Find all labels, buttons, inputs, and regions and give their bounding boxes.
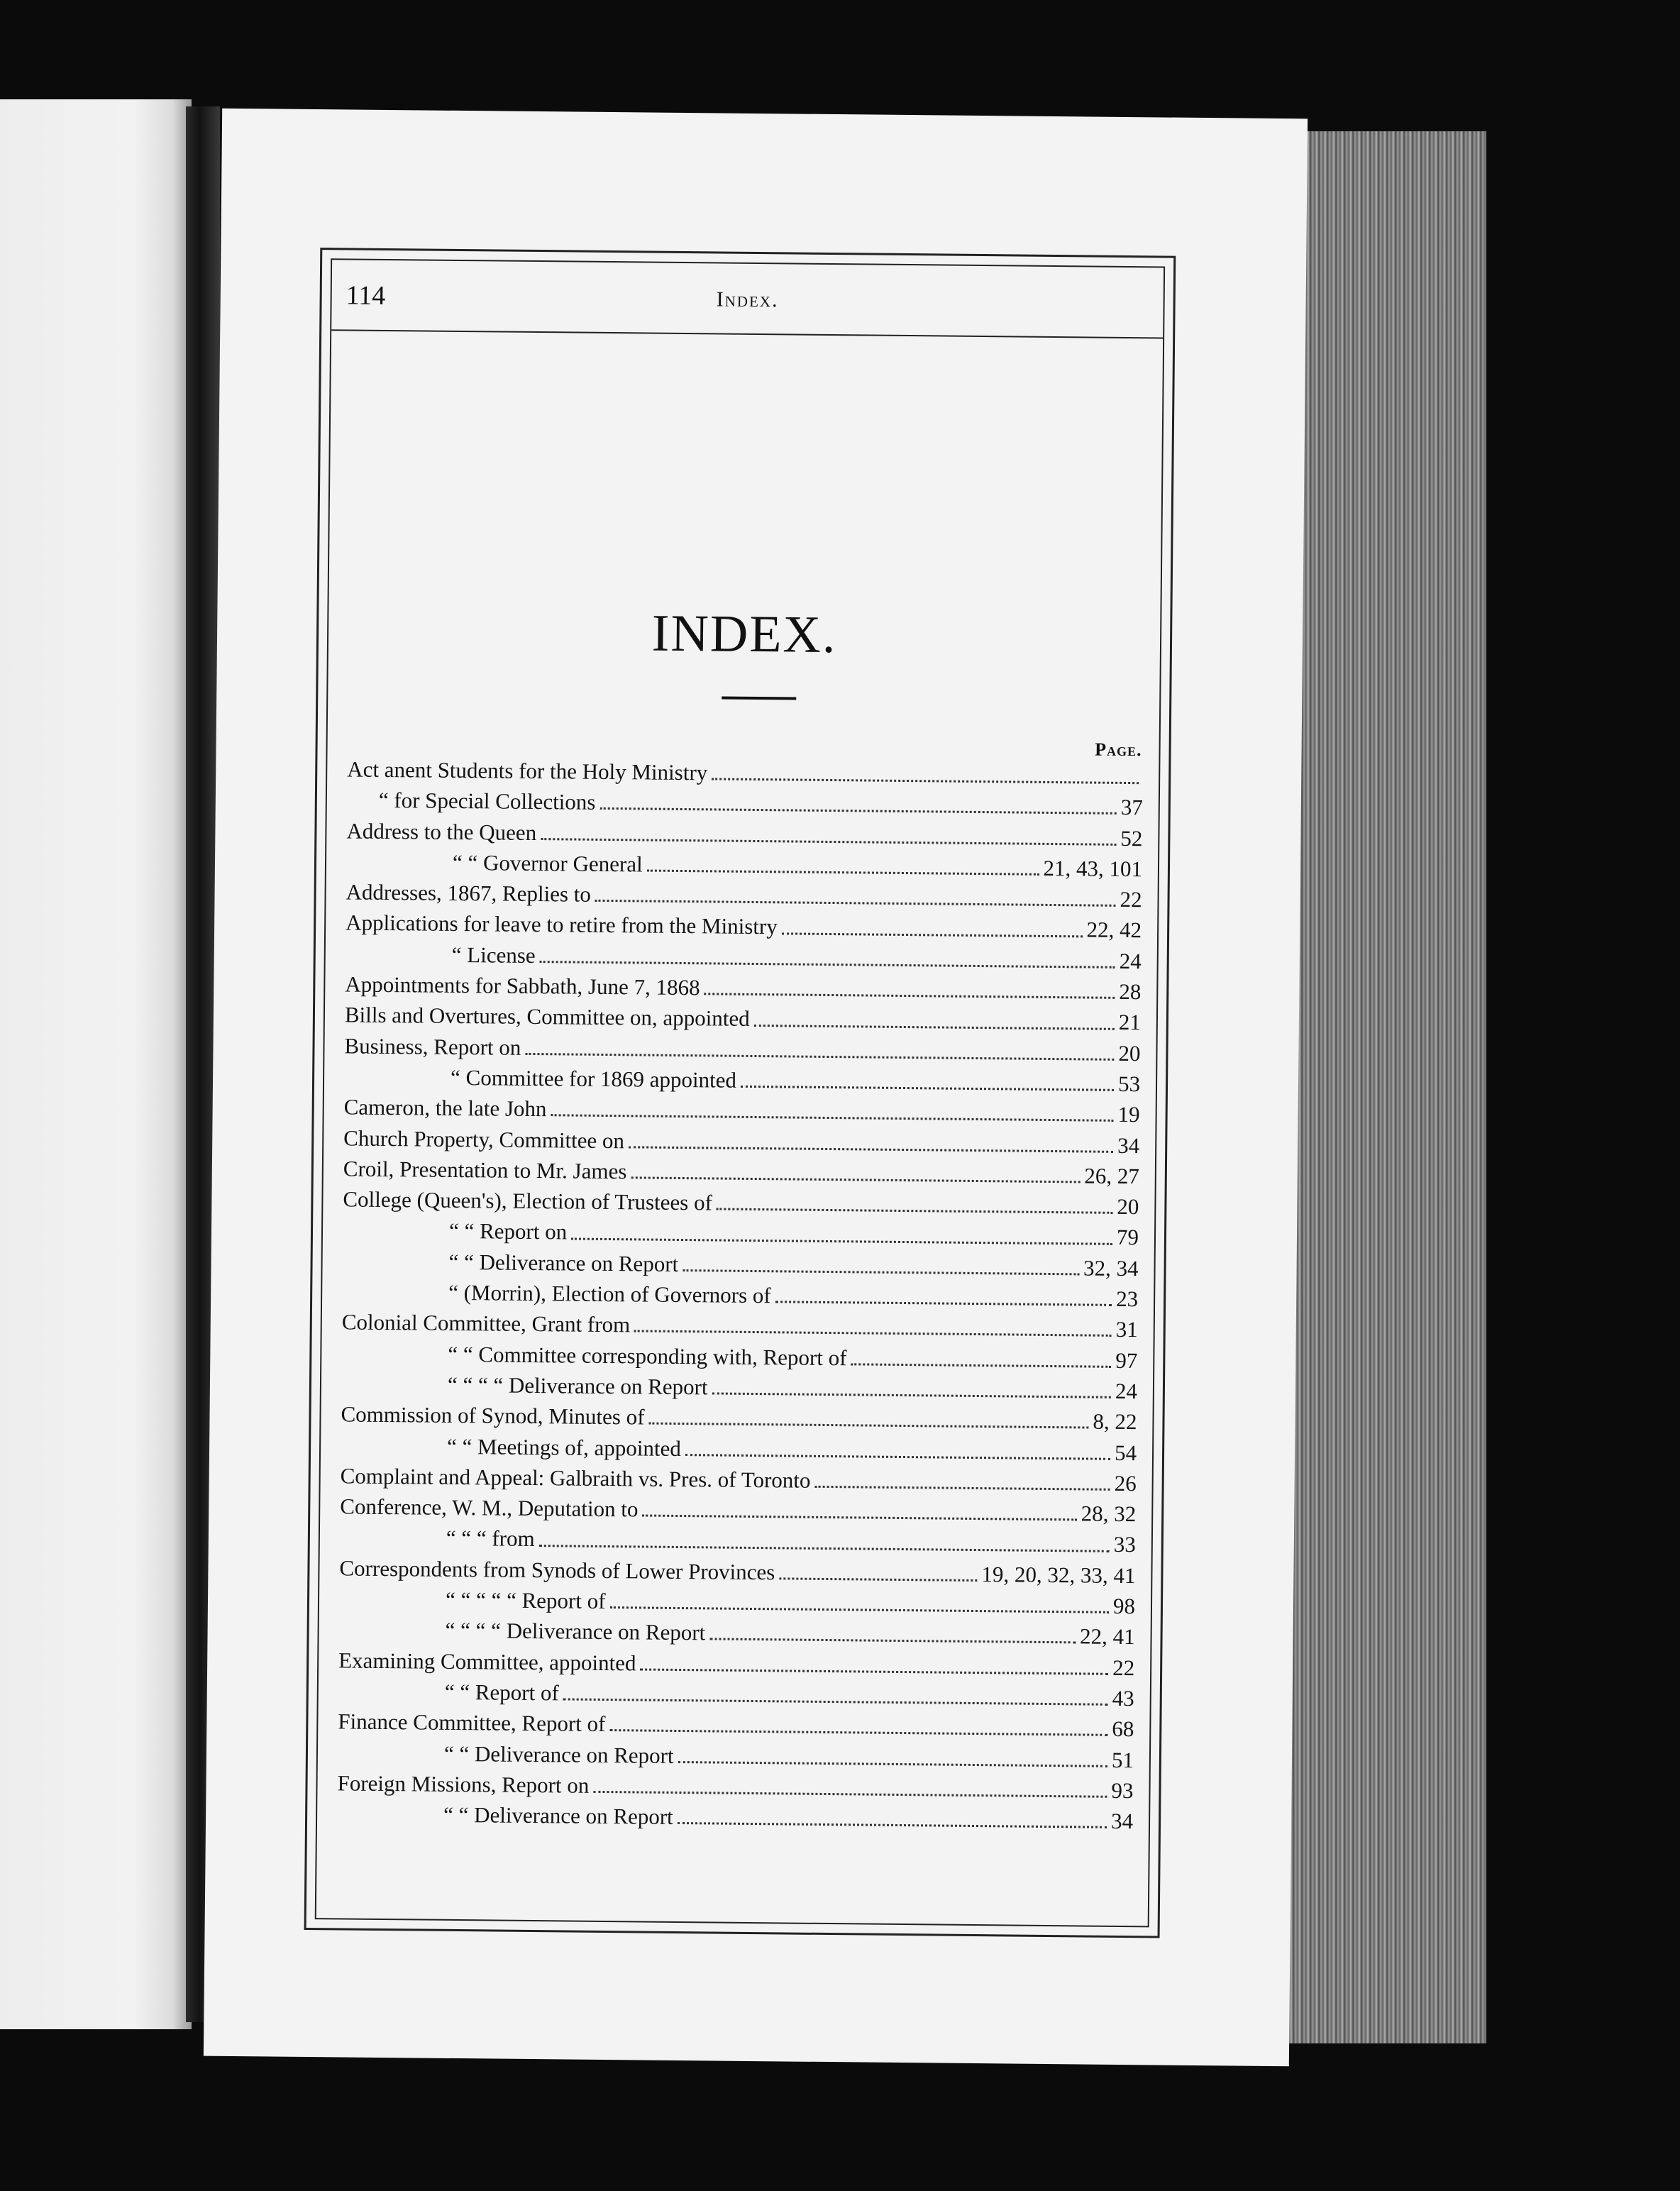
running-head: Index.	[716, 287, 779, 312]
title-rule	[722, 697, 796, 700]
index-term: Finance Committee, Report of	[338, 1709, 606, 1737]
index-term: “ “ Deliverance on Report	[448, 1249, 679, 1276]
index-term: Appointments for Sabbath, June 7, 1868	[345, 971, 700, 1000]
index-term: “ License	[451, 942, 536, 968]
page-references: 98	[1112, 1593, 1136, 1619]
page-references: 24	[1119, 948, 1142, 973]
dot-leader	[648, 1423, 1088, 1429]
page-references: 19	[1117, 1102, 1140, 1127]
page-references: 53	[1117, 1071, 1141, 1097]
index-term: Croil, Presentation to Mr. James	[343, 1156, 627, 1184]
dot-leader	[712, 1393, 1110, 1398]
index-term: “ (Morrin), Election of Governors of	[448, 1279, 771, 1308]
dot-leader	[647, 870, 1039, 876]
page-references: 54	[1114, 1440, 1137, 1465]
dot-leader	[717, 1208, 1113, 1214]
index-term: Examining Committee, appointed	[338, 1648, 636, 1676]
page-references: 32, 34	[1083, 1255, 1139, 1281]
index-term: “ “ Committee corresponding with, Report of	[448, 1341, 847, 1370]
index-term: “ “ “ from	[446, 1525, 535, 1552]
dot-leader	[779, 1577, 977, 1582]
index-term: Correspondents from Synods of Lower Provinces	[339, 1555, 775, 1585]
index-term: Act anent Students for the Holy Ministry	[347, 756, 708, 785]
dot-leader	[631, 1176, 1080, 1183]
index-term: “ “ Report of	[444, 1679, 559, 1706]
dot-leader	[678, 1822, 1107, 1828]
dot-leader	[634, 1330, 1112, 1337]
page-number: 114	[346, 280, 386, 311]
page-references: 34	[1110, 1808, 1134, 1834]
dot-leader	[593, 1791, 1107, 1798]
page-title: INDEX.	[651, 604, 837, 665]
page-references: 8, 22	[1093, 1408, 1137, 1435]
index-term: “ “ Meetings of, appointed	[446, 1433, 682, 1461]
page-border	[304, 248, 1176, 1938]
dot-leader	[595, 900, 1116, 907]
dot-leader	[541, 838, 1116, 846]
dot-leader	[775, 1301, 1112, 1306]
index-term: “ “ Deliverance on Report	[443, 1740, 674, 1768]
index-term: Applications for leave to retire from the Ministry	[346, 910, 778, 939]
page-references: 22	[1120, 887, 1142, 912]
page-references: 43	[1112, 1685, 1134, 1711]
index-term: “ “ Deliverance on Report	[443, 1801, 673, 1830]
index-term: Addresses, 1867, Replies to	[346, 879, 592, 907]
dot-leader	[685, 1454, 1110, 1460]
inner-border	[315, 258, 1165, 1927]
page-references: 52	[1120, 825, 1143, 851]
index-term: Conference, W. M., Deputation to	[340, 1494, 639, 1522]
page-references: 51	[1111, 1747, 1134, 1772]
page-references: 28	[1119, 978, 1142, 1005]
page-references: 26, 27	[1084, 1163, 1139, 1189]
page-references: 93	[1111, 1777, 1134, 1803]
index-entries	[337, 756, 1143, 1839]
dot-leader	[599, 807, 1116, 815]
dot-leader	[782, 932, 1083, 937]
book-page	[204, 109, 1308, 2067]
index-term: Complaint and Appeal: Galbraith vs. Pres. of Toronto	[340, 1463, 811, 1493]
dot-leader	[563, 1698, 1108, 1705]
page-references: 24	[1115, 1378, 1138, 1404]
page-references: 34	[1117, 1132, 1140, 1158]
page-references: 33	[1113, 1532, 1137, 1557]
index-term: “ “ “ “ “ Report of	[445, 1586, 606, 1614]
index-term: College (Queen's), Election of Trustees of	[343, 1186, 713, 1215]
dot-leader	[640, 1668, 1108, 1674]
dot-leader	[712, 778, 1139, 785]
index-term: Church Property, Committee on	[343, 1125, 625, 1153]
index-term: “ “ Report on	[448, 1218, 568, 1244]
index-term: “ “ “ “ Deliverance on Report	[447, 1372, 708, 1400]
page-references: 26	[1114, 1470, 1137, 1496]
page-column-heading: Page.	[1095, 739, 1142, 761]
page-references: 23	[1115, 1286, 1139, 1312]
page-references: 22	[1112, 1655, 1135, 1680]
dot-leader	[642, 1515, 1076, 1521]
page-references: 22, 41	[1079, 1623, 1135, 1650]
dot-leader	[539, 1545, 1110, 1552]
facing-page	[0, 99, 192, 2029]
page-references: 20	[1118, 1040, 1141, 1066]
page-references: 21, 43, 101	[1043, 855, 1143, 882]
page-references: 37	[1120, 795, 1143, 820]
index-term: Foreign Missions, Report on	[337, 1770, 590, 1798]
index-term: “ for Special Collections	[378, 788, 596, 815]
dot-leader	[709, 1638, 1076, 1644]
dot-leader	[609, 1606, 1108, 1613]
page-references: 68	[1112, 1716, 1134, 1742]
dot-leader	[754, 1024, 1115, 1030]
index-term: Address to the Queen	[346, 818, 537, 845]
index-term: Colonial Committee, Grant from	[341, 1309, 631, 1337]
index-term: Business, Report on	[344, 1033, 521, 1060]
dot-leader	[851, 1363, 1111, 1368]
page-references: 21	[1118, 1010, 1142, 1035]
page-references: 79	[1116, 1225, 1139, 1250]
header-rule	[331, 329, 1163, 338]
page-references: 19, 20, 32, 33, 41	[981, 1561, 1136, 1588]
page-references: 31	[1115, 1317, 1138, 1342]
index-term: Commission of Synod, Minutes of	[341, 1401, 645, 1430]
dot-leader	[525, 1053, 1114, 1061]
page-references: 97	[1115, 1347, 1138, 1373]
dot-leader	[678, 1761, 1107, 1767]
dot-leader	[741, 1086, 1114, 1091]
dot-leader	[814, 1486, 1110, 1491]
index-term: Bills and Overtures, Committee on, appointed	[344, 1002, 750, 1032]
dot-leader	[629, 1146, 1113, 1153]
dot-leader	[609, 1729, 1107, 1736]
page-references: 20	[1117, 1194, 1139, 1220]
index-term: Cameron, the late John	[343, 1094, 547, 1122]
dot-leader	[540, 961, 1115, 968]
index-term: “ “ “ “ Deliverance on Report	[445, 1618, 706, 1645]
page-references: 28, 32	[1081, 1501, 1137, 1527]
index-term: “ Committee for 1869 appointed	[450, 1064, 737, 1093]
page-references: 22, 42	[1086, 917, 1142, 943]
dot-leader	[571, 1237, 1112, 1244]
dot-leader	[551, 1115, 1113, 1122]
dot-leader	[704, 993, 1115, 1000]
dot-leader	[682, 1269, 1079, 1275]
index-term: “ “ Governor General	[452, 849, 643, 877]
